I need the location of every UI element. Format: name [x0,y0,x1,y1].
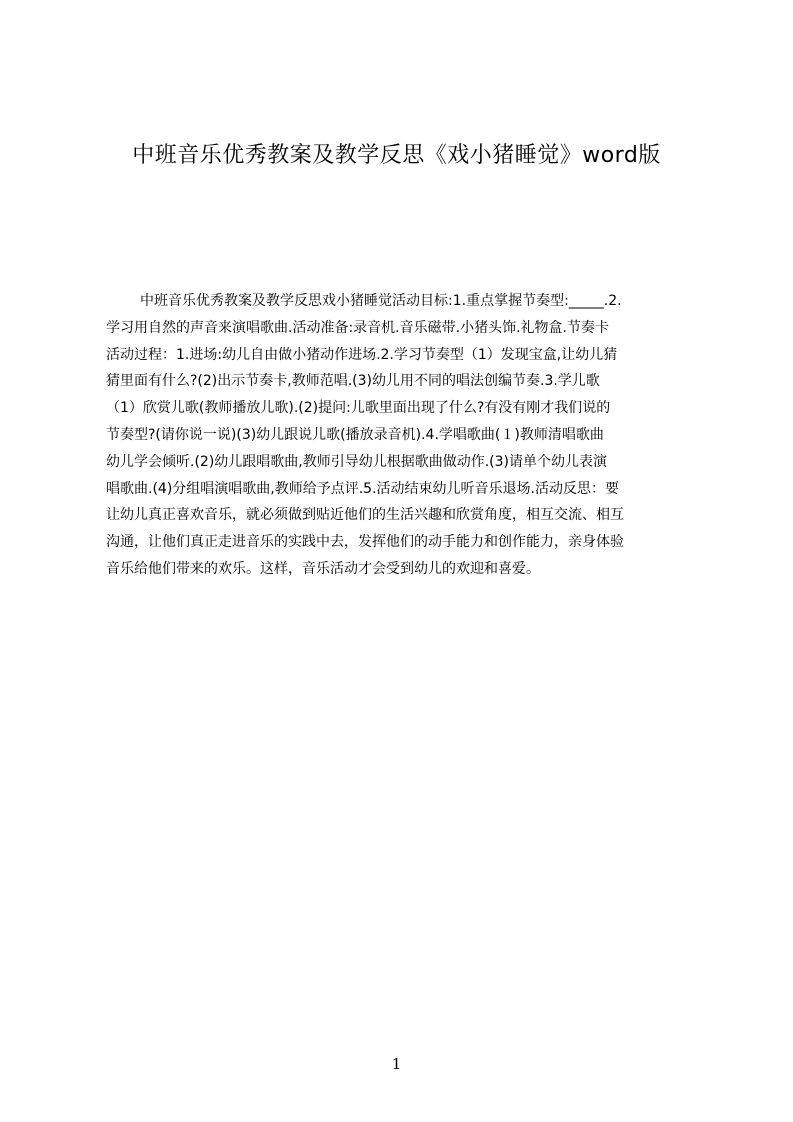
paragraph-line-2: 学习用自然的声音来演唱歌曲.活动准备:录音机.音乐磁带.小猪头饰.礼物盒.节奏卡 [106,319,609,336]
paragraph-line-5: （1）欣赏儿歌(教师播放儿歌).(2)提问:儿歌里面出现了什么?有没有刚才我们说的 [106,400,611,417]
paragraph-line-3: 活动过程：1.进场:幼儿自由做小猪动作进场.2.学习节奏型（1）发现宝盒,让幼儿猜 [106,346,618,363]
paragraph-line-4: 猜里面有什么?(2)出示节奏卡,教师范唱.(3)幼儿用不同的唱法创编节奏.3.学儿歌 [106,373,600,390]
paragraph-line-1: 中班音乐优秀教案及教学反思戏小猪睡觉活动目标:1.重点掌握节奏型:_____.2. [140,293,622,309]
page-number: 1 [391,1055,402,1073]
paragraph-line-7: 幼儿学会倾听.(2)幼儿跟唱歌曲,教师引导幼儿根据歌曲做动作.(3)请单个幼儿表演 [106,453,608,470]
paragraph-line-10: 沟通，让他们真正走进音乐的实践中去，发挥他们的动手能力和创作能力，亲身体验 [106,534,624,551]
paragraph-line-8: 唱歌曲.(4)分组唱演唱歌曲,教师给予点评.5.活动结束幼儿听音乐退场.活动反思：要 [106,480,619,497]
body-paragraph [106,288,698,583]
paragraph-line-6: 节奏型?(请你说一说)(3)幼儿跟说儿歌(播放录音机).4.学唱歌曲(１)教师清唱歌曲 [106,426,604,443]
document-title: 中班音乐优秀教案及教学反思《戏小猪睡觉》word版 [132,143,661,168]
paragraph-line-9: 让幼儿真正喜欢音乐，就必须做到贴近他们的生活兴趣和欣赏角度，相互交流、相互 [106,507,624,524]
paragraph-line-11: 音乐给他们带来的欢乐。这样，音乐活动才会受到幼儿的欢迎和喜爱。 [106,560,540,577]
